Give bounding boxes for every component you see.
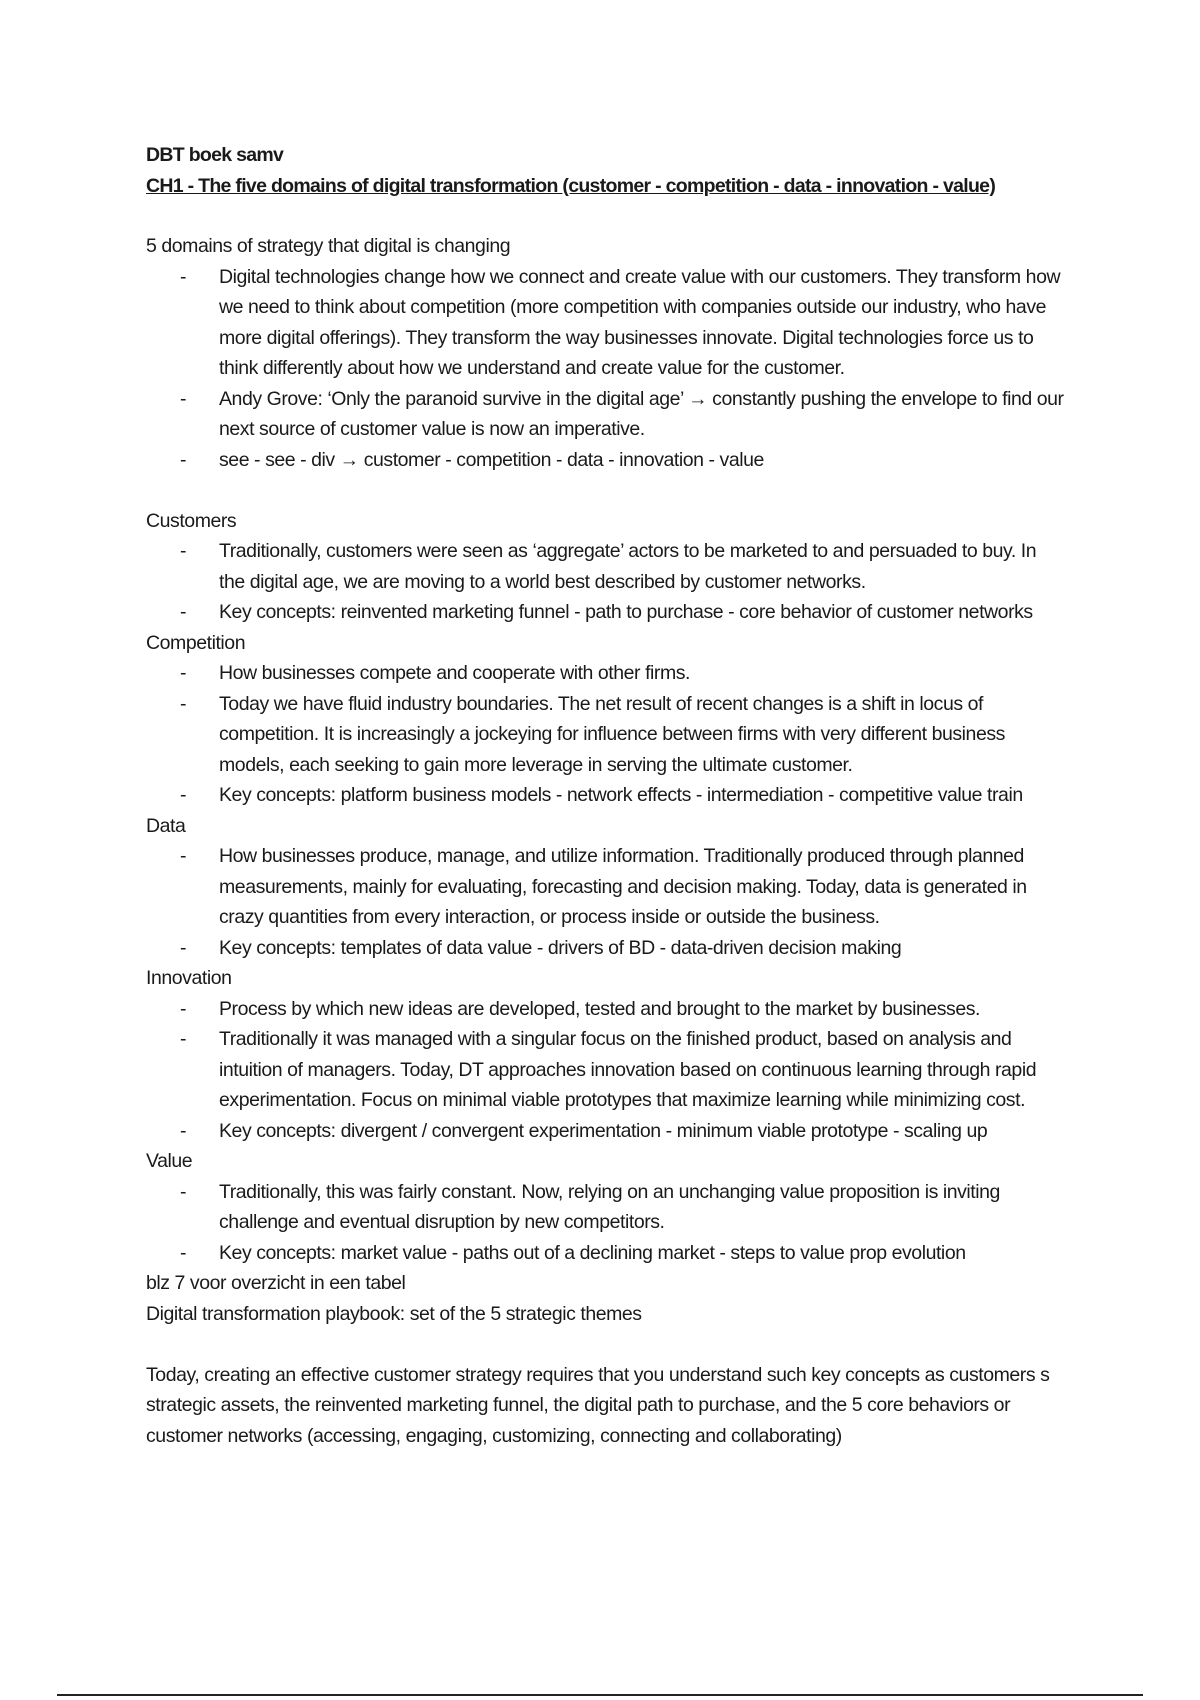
bullet-text: Digital technologies change how we connect and create value with our customers. They transform how we need to think about competition (more competition with companies outside our industry, who have more digital offerings). They transform the way businesses innovate. Digital technologies force us to think differently about how we understand and create value for the customer. [219, 265, 1061, 379]
bullet-dash: - [180, 845, 187, 867]
chapter-heading: CH1 - The five domains of digital transformation (customer - competition - data - innovation - value) [146, 174, 996, 197]
page-bottom-divider [57, 1694, 1143, 1696]
bullet-text: Today we have fluid industry boundaries. The net result of recent changes is a shift in locus of competition. It is increasingly a jockeying for influence between firms with very different business models, each seeking to gain more leverage in serving the ultimate customer. [219, 692, 1005, 776]
list-item [146, 933, 1066, 964]
list-item [146, 841, 1066, 933]
bullet-dash: - [180, 936, 187, 959]
list-item [146, 780, 1066, 811]
bullet-text: Key concepts: templates of data value - drivers of BD - data-driven decision making [219, 936, 902, 959]
competition-bullet-list [146, 658, 1066, 811]
bullet-text: see - see - div → customer - competition - data - innovation - value [219, 448, 764, 471]
bullet-text: How businesses produce, manage, and utilize information. Traditionally produced through planned measurements, mainly for evaluating, forecasting and decision making. Today, data is generated in crazy quantities from every interaction, or process inside or outside the business. [219, 845, 1027, 928]
data-heading: Data [146, 814, 186, 837]
innovation-heading: Innovation [146, 967, 232, 989]
list-item [146, 384, 1066, 445]
bullet-dash: - [180, 1241, 187, 1264]
value-bullet-list [146, 1177, 1066, 1269]
bullet-dash: - [180, 1028, 187, 1050]
list-item [146, 994, 1066, 1025]
bullet-text: Process by which new ideas are developed, tested and brought to the market by businesses. [219, 997, 981, 1020]
document-title: DBT boek samv [146, 144, 284, 166]
note-playbook: Digital transformation playbook: set of the 5 strategic themes [146, 1302, 642, 1325]
competition-heading: Competition [146, 631, 246, 654]
list-item [146, 689, 1066, 781]
list-item [146, 1177, 1066, 1238]
bullet-dash: - [180, 448, 187, 471]
list-item [146, 1024, 1066, 1116]
bullet-text: Key concepts: divergent / convergent experimentation - minimum viable prototype - scaling up [219, 1119, 988, 1142]
bullet-text: Andy Grove: ‘Only the paranoid survive in the digital age’ → constantly pushing the envelope to find our next source of customer value is now an imperative. [219, 387, 1064, 440]
customers-heading: Customers [146, 509, 237, 532]
bullet-dash: - [180, 997, 187, 1020]
innovation-bullet-list [146, 994, 1066, 1147]
list-item [146, 262, 1066, 384]
document-page [146, 140, 1066, 1451]
bullet-dash: - [180, 387, 187, 410]
bullet-dash: - [180, 601, 187, 623]
bullet-dash: - [180, 692, 187, 715]
value-heading: Value [146, 1150, 193, 1172]
list-item [146, 1238, 1066, 1269]
bullet-dash: - [180, 662, 187, 684]
note-table: blz 7 voor overzicht in een tabel [146, 1272, 406, 1294]
bullet-dash: - [180, 1180, 187, 1203]
bullet-text: Traditionally, this was fairly constant. Now, relying on an unchanging value proposition is inviting challenge and eventual disruption by new competitors. [219, 1180, 1000, 1233]
customers-bullet-list [146, 536, 1066, 628]
bullet-text: Key concepts: market value - paths out of a declining market - steps to value prop evolution [219, 1241, 966, 1264]
bullet-text: How businesses compete and cooperate with other firms. [219, 662, 691, 684]
bullet-text: Traditionally it was managed with a singular focus on the finished product, based on analysis and intuition of managers. Today, DT approaches innovation based on continuous learning through rapid experimentation. Focus on minimal viable prototypes that maximize learning while minimizing cost. [219, 1028, 1037, 1111]
list-item [146, 1116, 1066, 1147]
bullet-text: Key concepts: platform business models - network effects - intermediation - competitive value train [219, 784, 1023, 806]
bullet-dash: - [180, 265, 187, 288]
list-item [146, 597, 1066, 628]
list-item [146, 536, 1066, 597]
intro-heading: 5 domains of strategy that digital is changing [146, 235, 511, 257]
data-bullet-list [146, 841, 1066, 963]
list-item [146, 445, 1066, 476]
bullet-dash: - [180, 784, 187, 806]
bullet-dash: - [180, 540, 187, 562]
intro-bullet-list [146, 262, 1066, 476]
bullet-text: Traditionally, customers were seen as ‘aggregate’ actors to be marketed to and persuaded to buy. In the digital age, we are moving to a world best described by customer networks. [219, 540, 1037, 593]
closing-paragraph: Today, creating an effective customer strategy requires that you understand such key concepts as customers s strategic assets, the reinvented marketing funnel, the digital path to purchase, and the 5 core behaviors or customer networks (accessing, engaging, customizing, connecting and collaborating) [146, 1363, 1050, 1447]
list-item [146, 658, 1066, 689]
bullet-dash: - [180, 1119, 187, 1142]
bullet-text: Key concepts: reinvented marketing funnel - path to purchase - core behavior of customer networks [219, 601, 1033, 623]
